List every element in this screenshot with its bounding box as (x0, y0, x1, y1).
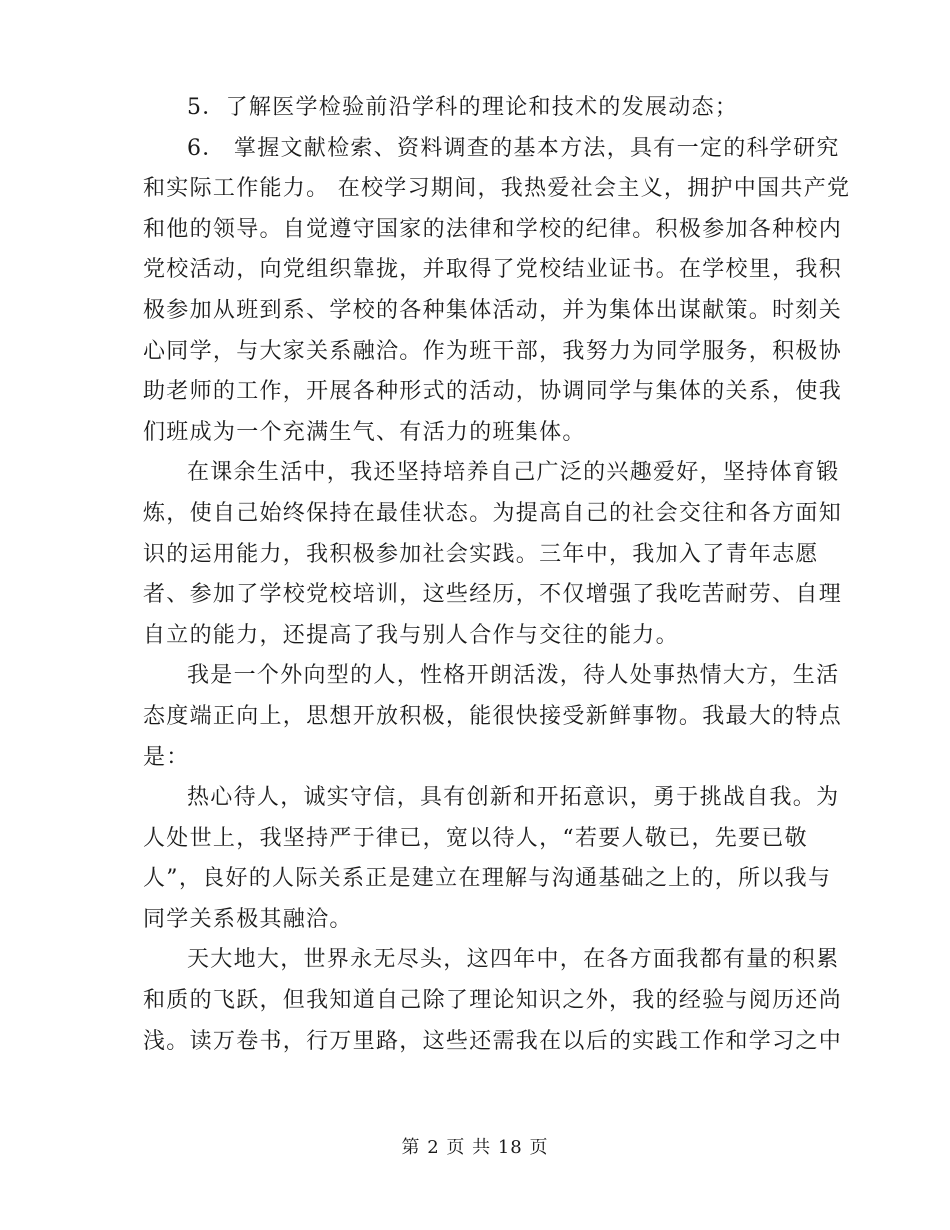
document-body (143, 88, 851, 1062)
text-line: 党校活动，向党组织靠拢，并取得了党校结业证书。在学校里，我积 (143, 257, 843, 283)
text-line: 5．了解医学检验前沿学科的理论和技术的发展动态； (187, 95, 739, 120)
text-line: 人”，良好的人际关系正是建立在理解与沟通基础之上的，所以我与 (143, 866, 832, 892)
paragraph-1 (143, 88, 803, 129)
paragraph-3 (143, 453, 843, 656)
text-line: 和他的领导。自觉遵守国家的法律和学校的纪律。积极参加各种校内 (143, 216, 843, 242)
text-line: 识的运用能力，我积极参加社会实践。三年中，我加入了青年志愿 (143, 541, 819, 567)
paragraph-4 (143, 656, 843, 778)
text-line: 6． 掌握文献检索、资料调查的基本方法，具有一定的科学研究 (187, 135, 840, 161)
page-footer: 第 2 页 共 18 页 (401, 1137, 549, 1158)
text-line: 是： (143, 744, 190, 770)
text-line: 者、参加了学校党校培训，这些经历，不仅增强了我吃苦耐劳、自理 (143, 582, 843, 608)
text-line: 助老师的工作，开展各种形式的活动，协调同学与集体的关系，使我 (143, 379, 843, 405)
text-line: 浅。读万卷书，行万里路，这些还需我在以后的实践工作和学习之中 (143, 1028, 843, 1054)
text-line: 态度端正向上，思想开放积极，能很快接受新鲜事物。我最大的特点 (143, 703, 843, 729)
text-line: 和质的飞跃，但我知道自己除了理论知识之外，我的经验与阅历还尚 (143, 988, 843, 1014)
paragraph-2 (143, 129, 851, 454)
text-line: 我是一个外向型的人，性格开朗活泼，待人处事热情大方，生活 (187, 663, 840, 689)
paragraph-6 (143, 940, 843, 1062)
text-line: 极参加从班到系、学校的各种集体活动，并为集体出谋献策。时刻关 (143, 297, 843, 323)
text-line: 炼，使自己始终保持在最佳状态。为提高自己的社会交往和各方面知 (143, 500, 843, 526)
text-line: 心同学，与大家关系融洽。作为班干部，我努力为同学服务，积极协 (143, 338, 843, 364)
text-line: 和实际工作能力。 在校学习期间，我热爱社会主义，拥护中国共产党 (143, 176, 851, 202)
text-line: 热心待人，诚实守信，具有创新和开拓意识，勇于挑战自我。为 (187, 785, 840, 811)
text-line: 人处世上，我坚持严于律已，宽以待人，“若要人敬已，先要已敬 (143, 825, 808, 851)
text-line: 天大地大，世界永无尽头，这四年中，在各方面我都有量的积累 (187, 947, 840, 973)
text-line: 自立的能力，还提高了我与别人合作与交往的能力。 (143, 622, 679, 648)
paragraph-5 (143, 778, 840, 940)
text-line: 们班成为一个充满生气、有活力的班集体。 (143, 419, 586, 445)
text-line: 在课余生活中，我还坚持培养自己广泛的兴趣爱好，坚持体育锻 (187, 460, 840, 486)
text-line: 同学关系极其融洽。 (143, 906, 353, 932)
